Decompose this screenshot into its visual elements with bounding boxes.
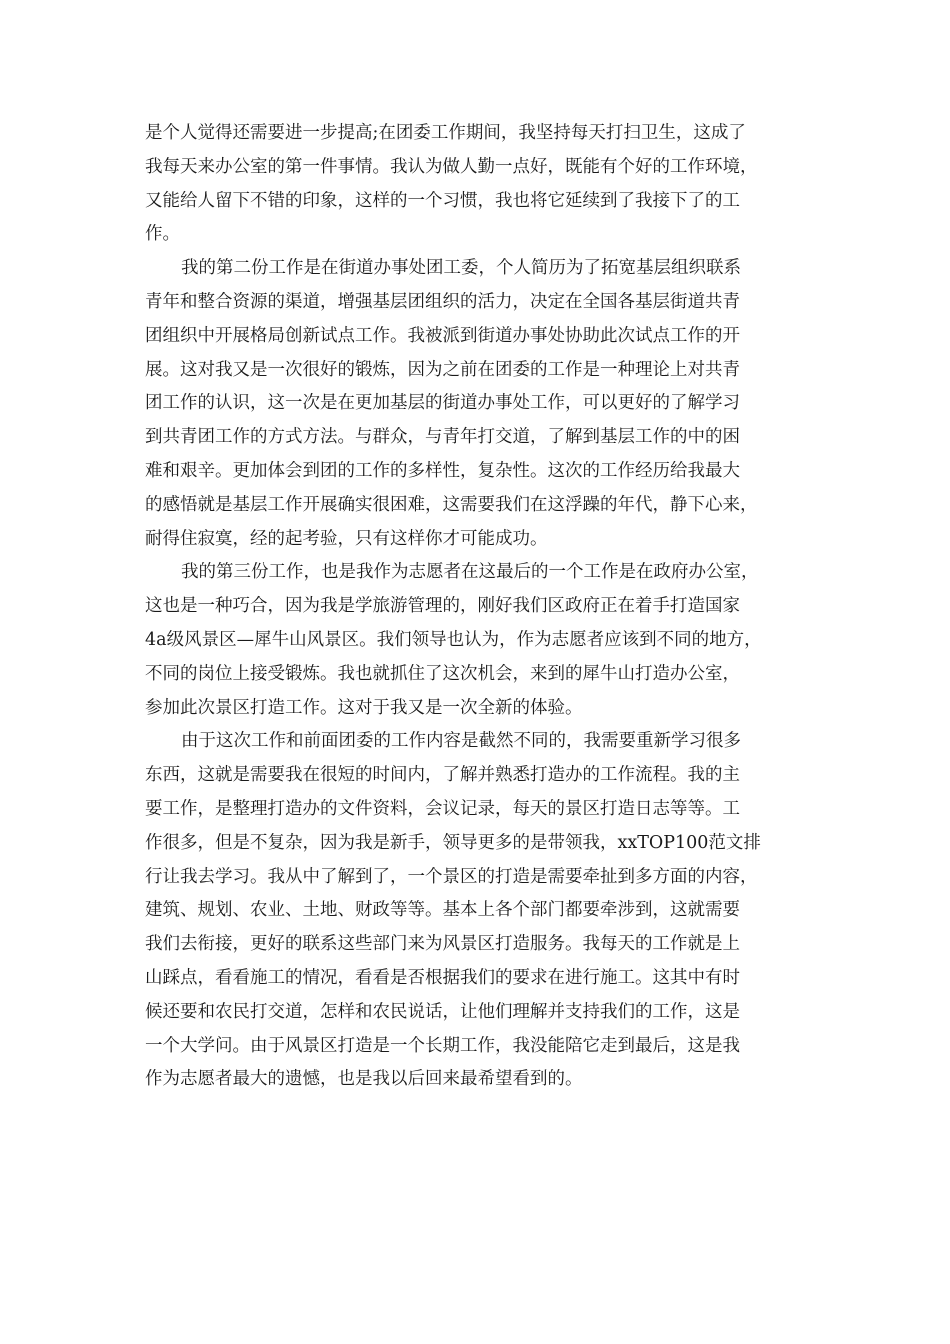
text-line: 团组织中开展格局创新试点工作。我被派到街道办事处协助此次试点工作的开: [145, 325, 740, 346]
text-line: 这也是一种巧合，因为我是学旅游管理的，刚好我们区政府正在着手打造国家: [145, 596, 740, 617]
text-line: 团工作的认识，这一次是在更加基层的街道办事处工作，可以更好的了解学习: [145, 393, 740, 414]
paragraph: [145, 556, 810, 725]
text-line: 的感悟就是基层工作开展确实很困难，这需要我们在这浮躁的年代，静下心来，: [145, 494, 758, 515]
text-line: 行让我去学习。我从中了解到了，一个景区的打造是需要牵扯到多方面的内容，: [145, 866, 758, 887]
text-line: 我的第三份工作，也是我作为志愿者在这最后的一个工作是在政府办公室，: [181, 562, 759, 583]
text-line: 一个大学问。由于风景区打造是一个长期工作，我没能陪它走到最后，这是我: [145, 1035, 740, 1056]
text-line: 要工作，是整理打造办的文件资料，会议记录，每天的景区打造日志等等。工: [145, 798, 740, 819]
text-line: 我每天来办公室的第一件事情。我认为做人勤一点好，既能有个好的工作环境，: [145, 156, 758, 177]
text-line: 到共青团工作的方式方法。与群众，与青年打交道，了解到基层工作的中的困: [145, 427, 740, 448]
text-line: 作为志愿者最大的遗憾，也是我以后回来最希望看到的。: [145, 1069, 583, 1090]
text-line: 我的第二份工作是在街道办事处团工委，个人简历为了拓宽基层组织联系: [181, 258, 741, 279]
text-line: 建筑、规划、农业、土地、财政等等。基本上各个部门都要牵涉到，这就需要: [145, 900, 740, 921]
text-line: 又能给人留下不错的印象，这样的一个习惯，我也将它延续到了我接下了的工: [145, 190, 740, 211]
text-line: 作。: [145, 224, 180, 245]
text-line: 由于这次工作和前面团委的工作内容是截然不同的，我需要重新学习很多: [181, 731, 741, 752]
paragraph: [145, 117, 810, 252]
text-line: 山踩点，看看施工的情况，看看是否根据我们的要求在进行施工。这其中有时: [145, 967, 740, 988]
text-line: 是个人觉得还需要进一步提高;在团委工作期间，我坚持每天打扫卫生，这成了: [145, 123, 746, 143]
text-line: 4a级风景区—犀牛山风景区。我们领导也认为，作为志愿者应该到不同的地方，: [145, 629, 762, 650]
text-line: 耐得住寂寞，经的起考验，只有这样你才可能成功。: [145, 528, 548, 549]
text-line: 不同的岗位上接受锻炼。我也就抓住了这次机会，来到的犀牛山打造办公室，: [145, 663, 740, 684]
paragraph: [145, 252, 810, 556]
paragraph: [145, 725, 810, 1097]
text-line: 展。这对我又是一次很好的锻炼，因为之前在团委的工作是一种理论上对共青: [145, 359, 740, 380]
text-line: 青年和整合资源的渠道，增强基层团组织的活力，决定在全国各基层街道共青: [145, 291, 740, 312]
text-line: 难和艰辛。更加体会到团的工作的多样性，复杂性。这次的工作经历给我最大: [145, 460, 740, 481]
document-body: [145, 117, 810, 1097]
text-line: 候还要和农民打交道，怎样和农民说话，让他们理解并支持我们的工作，这是: [145, 1001, 740, 1022]
text-line: 作很多，但是不复杂，因为我是新手，领导更多的是带领我，xxTOP100范文排: [145, 832, 761, 853]
text-line: 东西，这就是需要我在很短的时间内，了解并熟悉打造办的工作流程。我的主: [145, 765, 740, 786]
text-line: 我们去衔接，更好的联系这些部门来为风景区打造服务。我每天的工作就是上: [145, 934, 740, 955]
text-line: 参加此次景区打造工作。这对于我又是一次全新的体验。: [145, 697, 583, 718]
